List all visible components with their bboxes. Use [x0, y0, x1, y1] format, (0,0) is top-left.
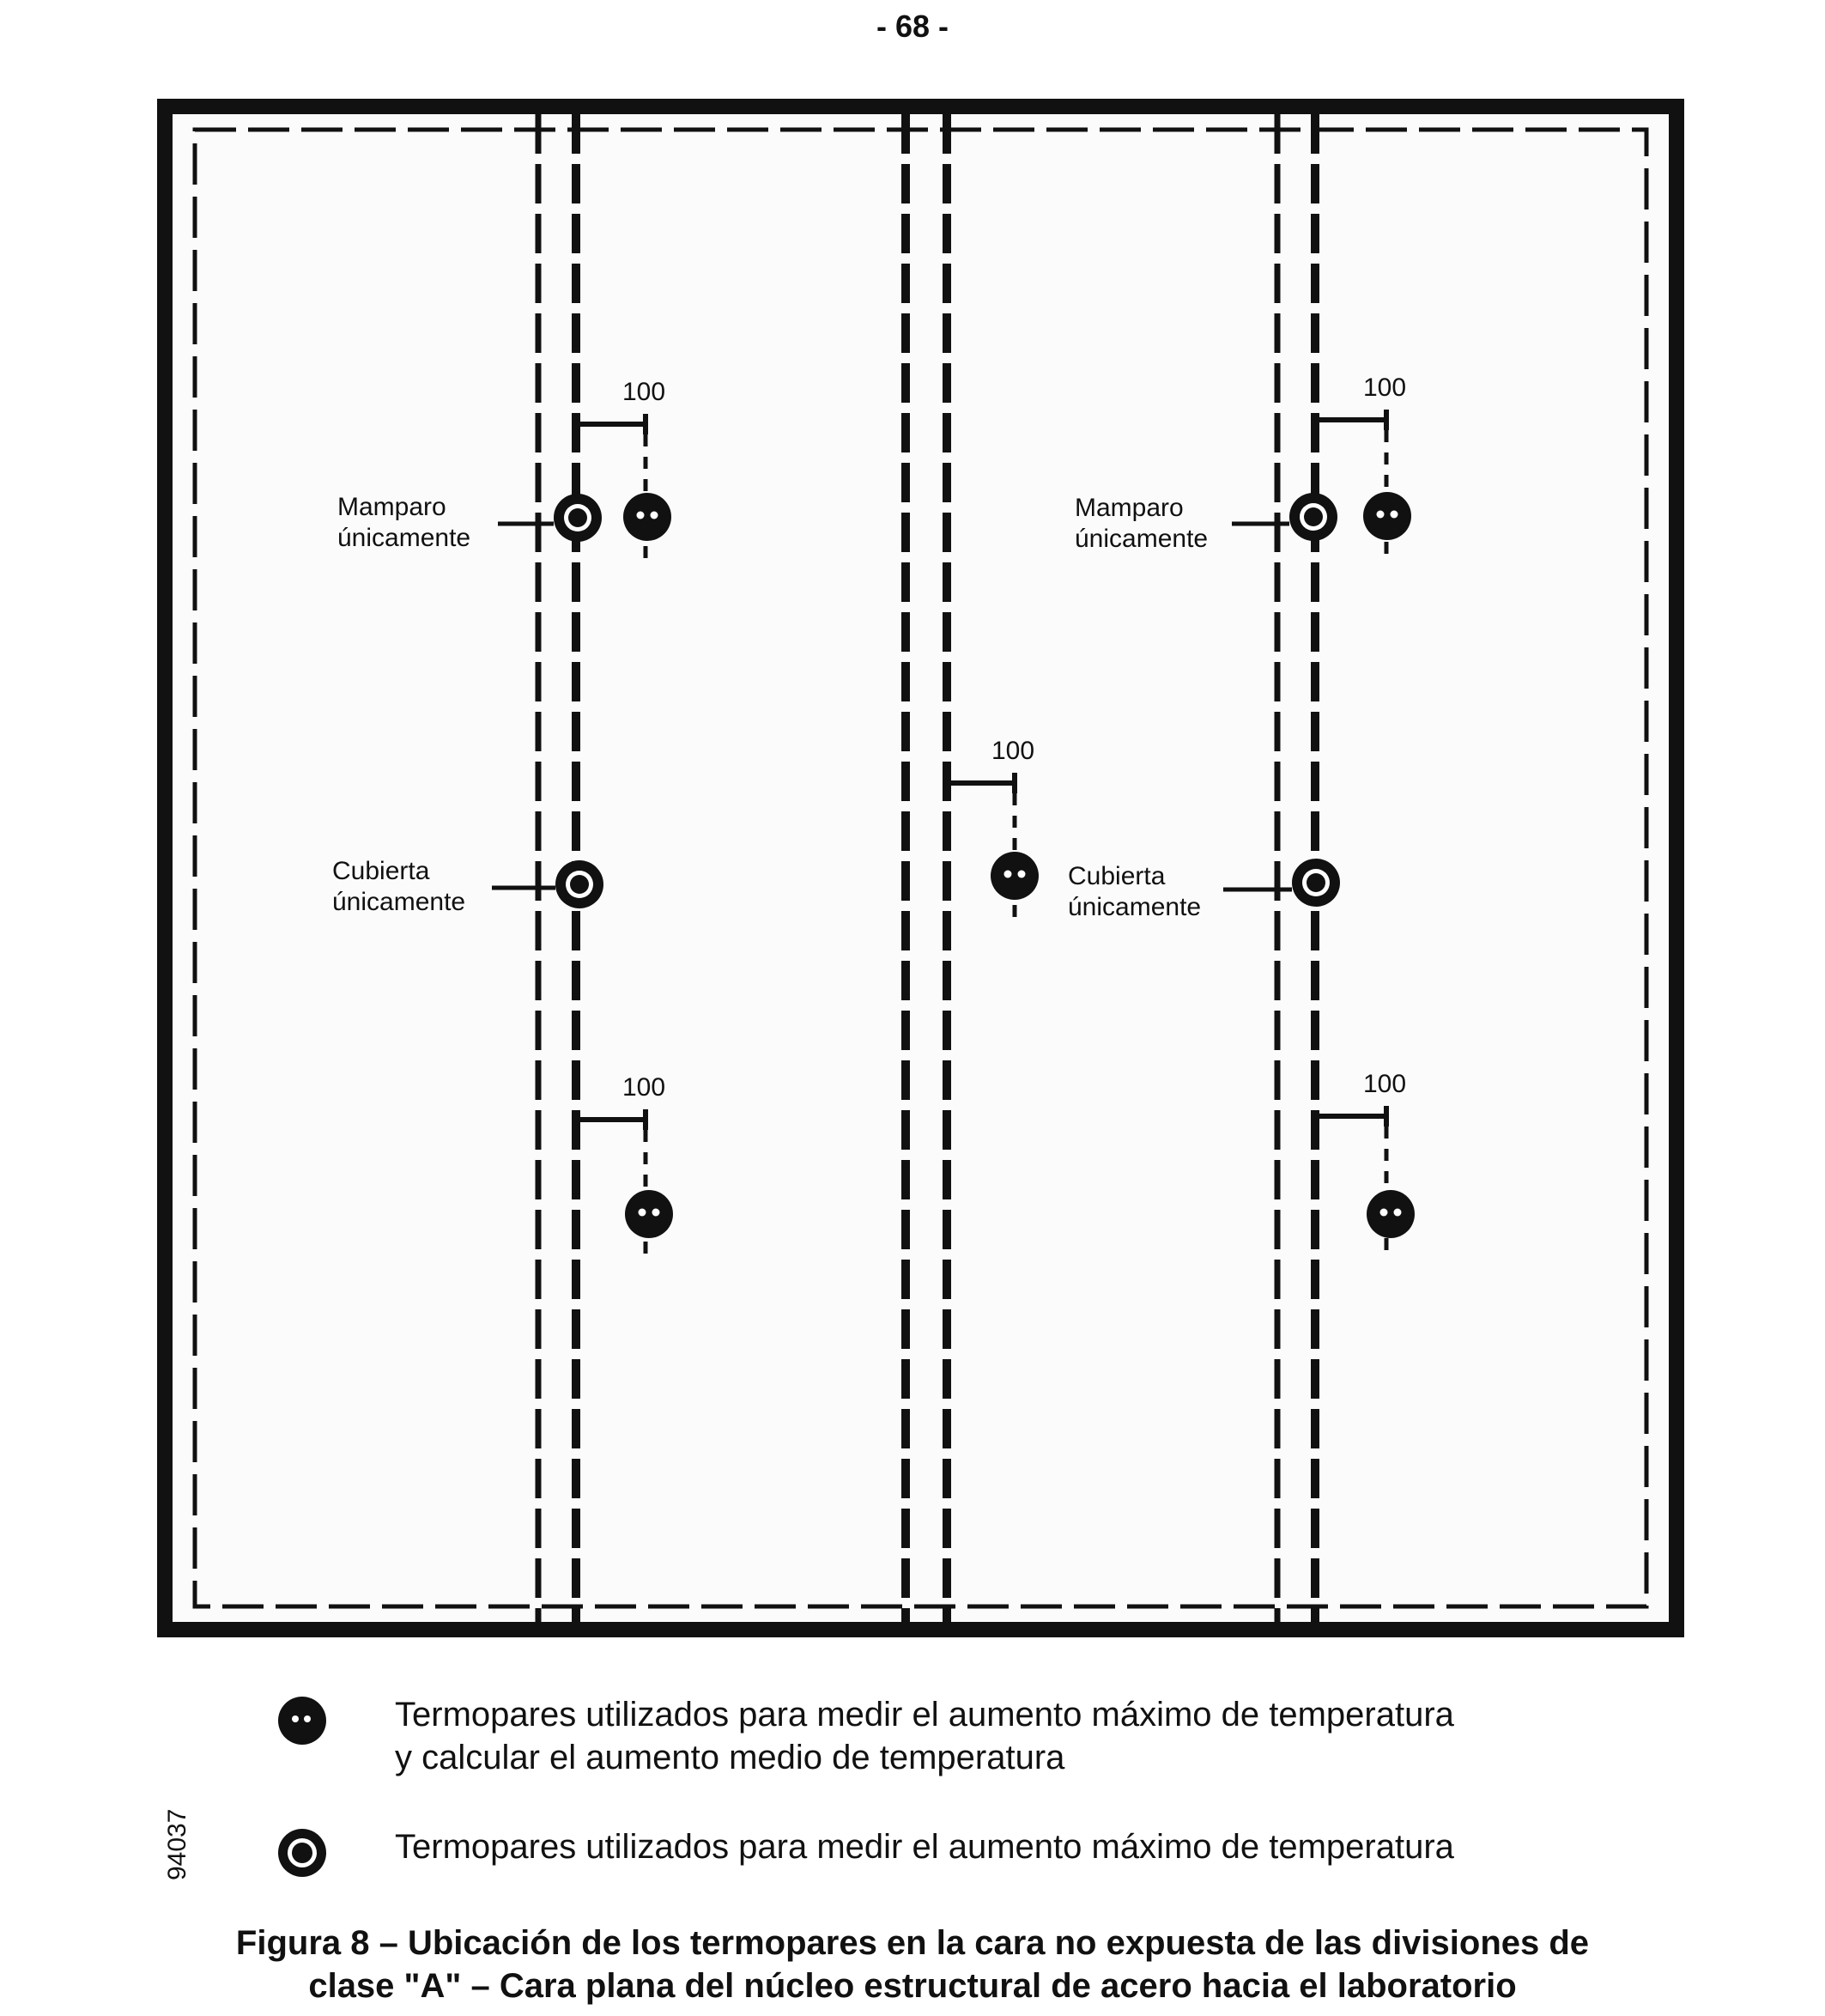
figure-code: 94037 [163, 1808, 191, 1880]
callout-label-line2: únicamente [1068, 893, 1202, 921]
callout-label-line1: Mamparo [337, 493, 446, 521]
legend-item-maximum [275, 1825, 1511, 1880]
ring-thermocouple-icon [555, 860, 603, 908]
dimension-label: 100 [621, 1073, 666, 1102]
dimension-label: 100 [1362, 1070, 1407, 1098]
callout-label-line2: únicamente [1075, 525, 1209, 553]
solid-thermocouple-icon [625, 1190, 673, 1238]
solid-thermocouple-icon [275, 1693, 330, 1748]
ring-thermocouple-icon [1292, 859, 1340, 907]
legend-line: Termopares utilizados para medir el aumento máximo de temperatura [395, 1696, 1454, 1734]
solid-thermocouple-icon [1367, 1190, 1415, 1238]
callout-label-line2: únicamente [332, 888, 466, 916]
page-number: - 68 - [876, 9, 949, 44]
ring-thermocouple-icon [275, 1825, 330, 1880]
callout-label-line1: Cubierta [1068, 862, 1166, 890]
legend-line: Termopares utilizados para medir el aumento máximo de temperatura [395, 1828, 1454, 1866]
caption-line: Figura 8 – Ubicación de los termopares en la cara no expuesta de las divisiones de [235, 1924, 1590, 1962]
solid-thermocouple-icon [623, 493, 671, 541]
legend-item-average [275, 1693, 1511, 1779]
solid-thermocouple-icon [991, 852, 1039, 900]
legend-text-average [395, 1693, 1511, 1779]
dimension-label: 100 [1362, 373, 1407, 402]
dimension-label: 100 [991, 737, 1035, 765]
ring-thermocouple-icon [1289, 493, 1337, 541]
callout-label-line1: Cubierta [332, 857, 430, 885]
ring-thermocouple-icon [554, 494, 602, 542]
caption-line: clase "A" – Cara plana del núcleo estructural de acero hacia el laboratorio [308, 1967, 1517, 2005]
callout-label-line2: únicamente [337, 524, 471, 552]
legend-line: y calcular el aumento medio de temperatura [395, 1739, 1065, 1776]
solid-thermocouple-icon [1363, 492, 1411, 540]
figure-caption [0, 1922, 1825, 2007]
dimension-label: 100 [621, 378, 666, 406]
callout-label-line1: Mamparo [1075, 494, 1184, 522]
legend-text-maximum [395, 1825, 1511, 1868]
